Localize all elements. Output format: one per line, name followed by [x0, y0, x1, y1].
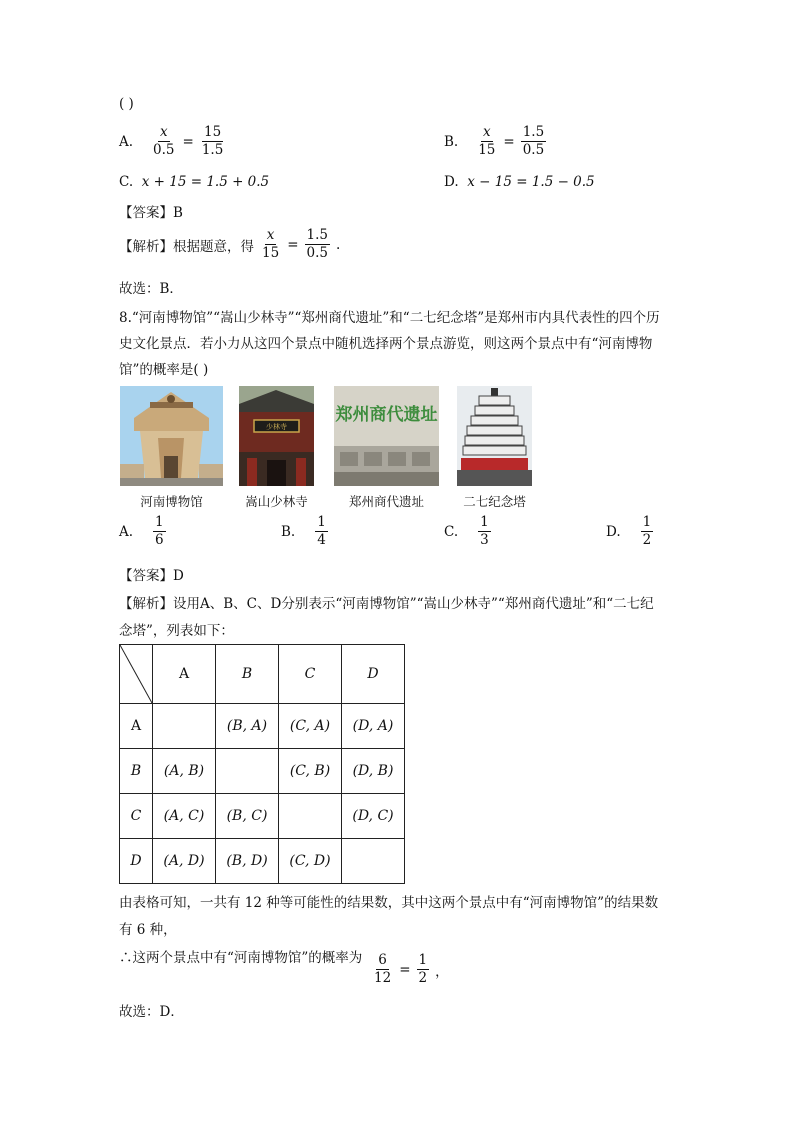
table-row: [120, 794, 405, 839]
q8-text-line3: 馆”的概率是( ): [119, 362, 209, 378]
option-label: B.: [281, 523, 296, 540]
numerator: 1: [418, 952, 428, 968]
denominator: 15: [262, 244, 280, 261]
q8-answer: 【答案】D: [119, 568, 184, 584]
q8-option-c: [444, 516, 493, 547]
fraction: [315, 516, 328, 547]
column-header: B: [216, 645, 279, 704]
numerator: 1: [317, 514, 326, 530]
q8-prob-text: ∴这两个景点中有“河南博物馆”的概率为: [119, 950, 363, 966]
option-d: [444, 174, 595, 190]
outcome-table: [119, 644, 405, 884]
numerator: 1.5: [306, 227, 328, 243]
denominator: 15: [478, 141, 496, 158]
analysis-text: 【解析】根据题意，得: [119, 238, 254, 255]
option-b: [444, 126, 548, 157]
tower-photo: [457, 386, 532, 486]
ruins-photo: [334, 386, 439, 486]
period: .: [335, 236, 341, 253]
museum-photo: [120, 386, 223, 486]
denominator: 0.5: [153, 141, 175, 158]
fraction: [641, 516, 654, 547]
fraction: [478, 516, 491, 547]
fraction: [476, 126, 497, 157]
denominator: 12: [374, 969, 392, 986]
q8-choose: 故选：D．: [119, 1004, 184, 1020]
q8-conclusion-line2: 有 6 种，: [119, 922, 177, 938]
numerator: 1: [155, 514, 164, 530]
table-cell: (B, A): [216, 704, 279, 749]
option-label: B.: [444, 133, 459, 150]
fraction: [200, 126, 225, 157]
table-row: [120, 749, 405, 794]
denominator: 2: [418, 969, 428, 986]
photo-caption: 二七纪念塔: [463, 494, 526, 509]
table-cell: (B, D): [216, 839, 279, 884]
q8-text-line1: 8.“河南博物馆”“嵩山少林寺”“郑州商代遗址”和“二七纪念塔”是郑州市内具代表性的四个历: [119, 310, 660, 326]
denominator: 2: [642, 531, 652, 548]
diagonal-line: [120, 645, 152, 703]
option-c: [119, 174, 269, 190]
option-label: C.: [444, 523, 459, 540]
row-header: C: [120, 794, 153, 839]
denominator: 0.5: [306, 244, 328, 261]
table-cell: (B, C): [216, 794, 279, 839]
ruins-sign-text: 郑州商代遗址: [335, 405, 438, 425]
option-label: D.: [606, 523, 621, 540]
table-cell: (A, C): [153, 794, 216, 839]
fraction: [260, 229, 281, 260]
column-header: A: [153, 645, 216, 704]
photo-caption: 嵩山少林寺: [245, 494, 308, 509]
equals-sign: =: [287, 236, 299, 253]
q7-choose: 故选：B．: [119, 281, 183, 297]
option-expression: x − 15 = 1.5 − 0.5: [467, 174, 595, 190]
equals-sign: =: [182, 133, 194, 150]
fraction: [521, 126, 546, 157]
numerator: x: [159, 124, 168, 140]
numerator: 1.5: [522, 124, 545, 140]
row-header: D: [120, 839, 153, 884]
numerator: 1: [642, 514, 652, 530]
denominator: 6: [155, 531, 164, 548]
svg-text:少林寺: 少林寺: [266, 423, 287, 431]
table-cell: (A, D): [153, 839, 216, 884]
q8-text-line2: 史文化景点．若小力从这四个景点中随机选择两个景点游览，则这两个景点中有“河南博物: [119, 336, 653, 352]
table-row: [120, 839, 405, 884]
table-cell: (D, C): [342, 794, 405, 839]
q8-analysis-line2: 念塔”，列表如下：: [119, 623, 234, 639]
table-header-row: [120, 645, 405, 704]
row-header: A: [120, 704, 153, 749]
photo-caption: 郑州商代遗址: [348, 494, 424, 509]
q8-conclusion-line1: 由表格可知，一共有 12 种等可能性的结果数，其中这两个景点中有“河南博物馆”的结果数: [119, 895, 659, 911]
option-label: C.: [119, 174, 134, 190]
q7-analysis: [119, 229, 340, 260]
q8-analysis-line1: 【解析】设用A、B、C、D分别表示“河南博物馆”“嵩山少林寺”“郑州商代遗址”和“二七纪: [119, 596, 654, 612]
q8-option-d: [606, 516, 655, 547]
option-label: A.: [119, 523, 134, 540]
denominator: 1.5: [201, 141, 224, 158]
q7-answer: 【答案】B: [119, 205, 183, 221]
table-cell: (C, A): [279, 704, 342, 749]
column-header: C: [279, 645, 342, 704]
numerator: 1: [480, 514, 489, 530]
table-cell: [342, 839, 405, 884]
table-cell: (A, B): [153, 749, 216, 794]
fraction: [417, 954, 430, 985]
table-cell: [279, 794, 342, 839]
denominator: 3: [480, 531, 489, 548]
table-cell: (D, A): [342, 704, 405, 749]
table-cell: (C, B): [279, 749, 342, 794]
column-header: D: [342, 645, 405, 704]
equals-sign: =: [399, 961, 411, 978]
table-cell: [153, 704, 216, 749]
numerator: x: [266, 227, 275, 243]
answer-paren: ( ): [119, 96, 134, 112]
numerator: x: [483, 124, 491, 140]
equals-sign: =: [503, 133, 515, 150]
fraction: [305, 229, 330, 260]
q8-option-a: [119, 516, 168, 547]
fraction: [372, 954, 393, 985]
table-cell: (C, D): [279, 839, 342, 884]
q8-option-b: [281, 516, 330, 547]
fraction: [151, 126, 176, 157]
denominator: 4: [317, 531, 326, 548]
option-label: D.: [444, 174, 459, 190]
q8-prob-fraction: [370, 954, 449, 985]
numerator: 6: [378, 952, 387, 968]
corner-cell: [120, 645, 153, 704]
photo-caption: 河南博物馆: [140, 494, 203, 509]
option-a: [119, 126, 227, 157]
row-header: B: [120, 749, 153, 794]
table-cell: (D, B): [342, 749, 405, 794]
table-cell: [216, 749, 279, 794]
table-row: [120, 704, 405, 749]
numerator: 15: [203, 124, 222, 140]
option-expression: x + 15 = 1.5 + 0.5: [141, 174, 270, 190]
temple-photo: [239, 386, 314, 486]
fraction: [153, 516, 166, 547]
denominator: 0.5: [522, 141, 545, 158]
comma: ，: [435, 963, 449, 980]
option-label: A.: [119, 133, 134, 150]
